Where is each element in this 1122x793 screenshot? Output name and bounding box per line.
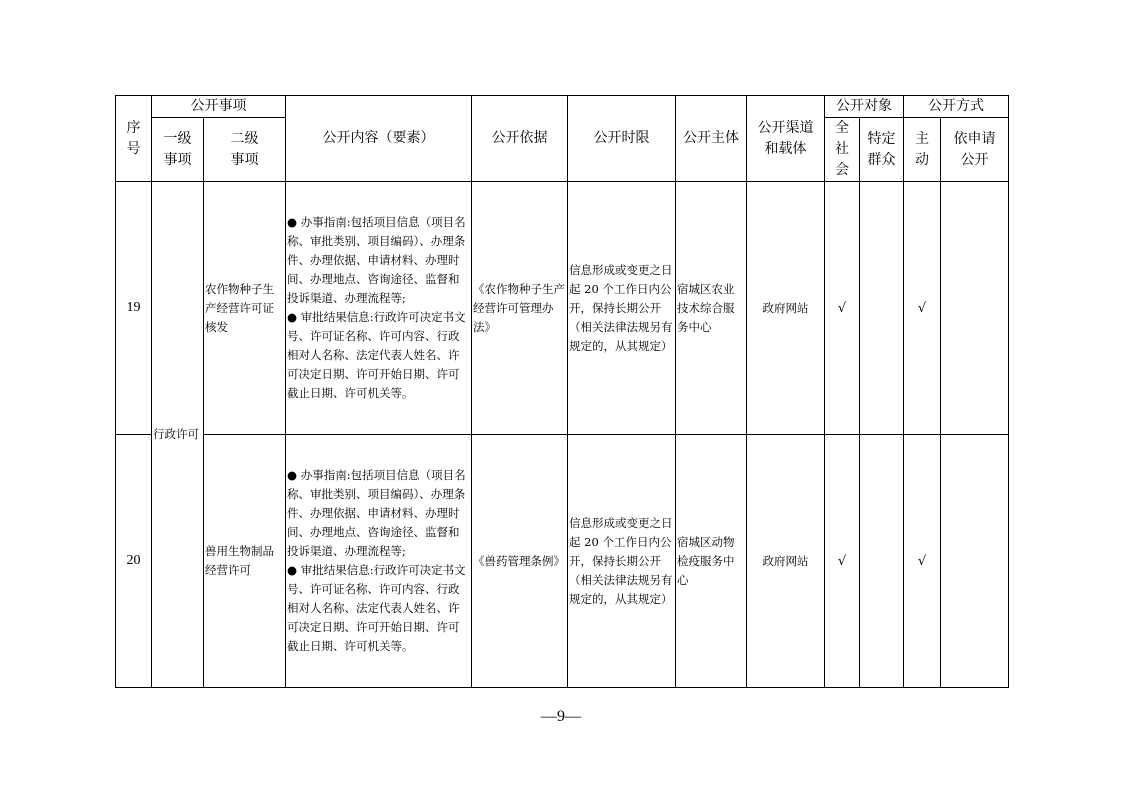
row-level2: 兽用生物制品经营许可 — [204, 435, 286, 688]
row-time-limit: 信息形成或变更之日起 20 个工作日内公开，保持长期公开（相关法律法规另有规定的，从其规定） — [568, 435, 676, 688]
header-public-items: 公开事项 — [152, 96, 286, 118]
row-basis: 《农作物种子生产经营许可管理办法》 — [472, 182, 568, 435]
header-method-request: 依申请公开 — [941, 118, 1009, 182]
header-seq: 序号 — [116, 96, 152, 182]
header-method-active: 主动 — [904, 118, 941, 182]
row-channel: 政府网站 — [747, 182, 825, 435]
row-channel: 政府网站 — [747, 435, 825, 688]
header-level2: 二级事项 — [204, 118, 286, 182]
row-target-all: √ — [825, 182, 860, 435]
header-time-limit: 公开时限 — [568, 96, 676, 182]
row-content — [286, 435, 472, 688]
row-level2: 农作物种子生产经营许可证核发 — [204, 182, 286, 435]
table-row — [116, 435, 1009, 688]
header-content: 公开内容（要素） — [286, 96, 472, 182]
content-guide: ● 办事指南:包括项目信息（项目名称、审批类别、项目编码）、办理条件、办理依据、申请材料、办理时间、办理地点、咨询途径、监督和投诉渠道、办理流程等; — [287, 468, 466, 558]
header-target-all: 全社会 — [825, 118, 860, 182]
content-result: ● 审批结果信息:行政许可决定书文号、许可证名称、许可内容、行政相对人名称、法定代表人姓名、许可决定日期、许可开始日期、许可截止日期、许可机关等。 — [287, 563, 466, 653]
content-guide: ● 办事指南:包括项目信息（项目名称、审批类别、项目编码）、办理条件、办理依据、申请材料、办理时间、办理地点、咨询途径、监督和投诉渠道、办理流程等; — [287, 215, 466, 305]
row-target-specific — [860, 182, 904, 435]
disclosure-table — [115, 95, 1009, 688]
row-seq: 20 — [116, 435, 152, 688]
page-number: —9— — [541, 708, 581, 725]
row-target-specific — [860, 435, 904, 688]
row-basis: 《兽药管理条例》 — [472, 435, 568, 688]
row-seq: 19 — [116, 182, 152, 435]
header-method: 公开方式 — [904, 96, 1009, 118]
header-channel: 公开渠道和载体 — [747, 96, 825, 182]
row-time-limit: 信息形成或变更之日起 20 个工作日内公开，保持长期公开（相关法律法规另有规定的，从其规定） — [568, 182, 676, 435]
row-target-all: √ — [825, 435, 860, 688]
content-result: ● 审批结果信息:行政许可决定书文号、许可证名称、许可内容、行政相对人名称、法定代表人姓名、许可决定日期、许可开始日期、许可截止日期、许可机关等。 — [287, 310, 466, 400]
header-subject: 公开主体 — [676, 96, 747, 182]
header-target-specific: 特定群众 — [860, 118, 904, 182]
row-subject: 宿城区农业技术综合服务中心 — [676, 182, 747, 435]
row-content — [286, 182, 472, 435]
row-method-request — [941, 182, 1009, 435]
row-subject: 宿城区动物检疫服务中心 — [676, 435, 747, 688]
header-target: 公开对象 — [825, 96, 904, 118]
table-row — [116, 182, 1009, 435]
header-basis: 公开依据 — [472, 96, 568, 182]
row-method-request — [941, 435, 1009, 688]
row-method-active: √ — [904, 435, 941, 688]
row-method-active: √ — [904, 182, 941, 435]
header-level1: 一级事项 — [152, 118, 204, 182]
row-level1: 行政许可 — [152, 182, 204, 688]
